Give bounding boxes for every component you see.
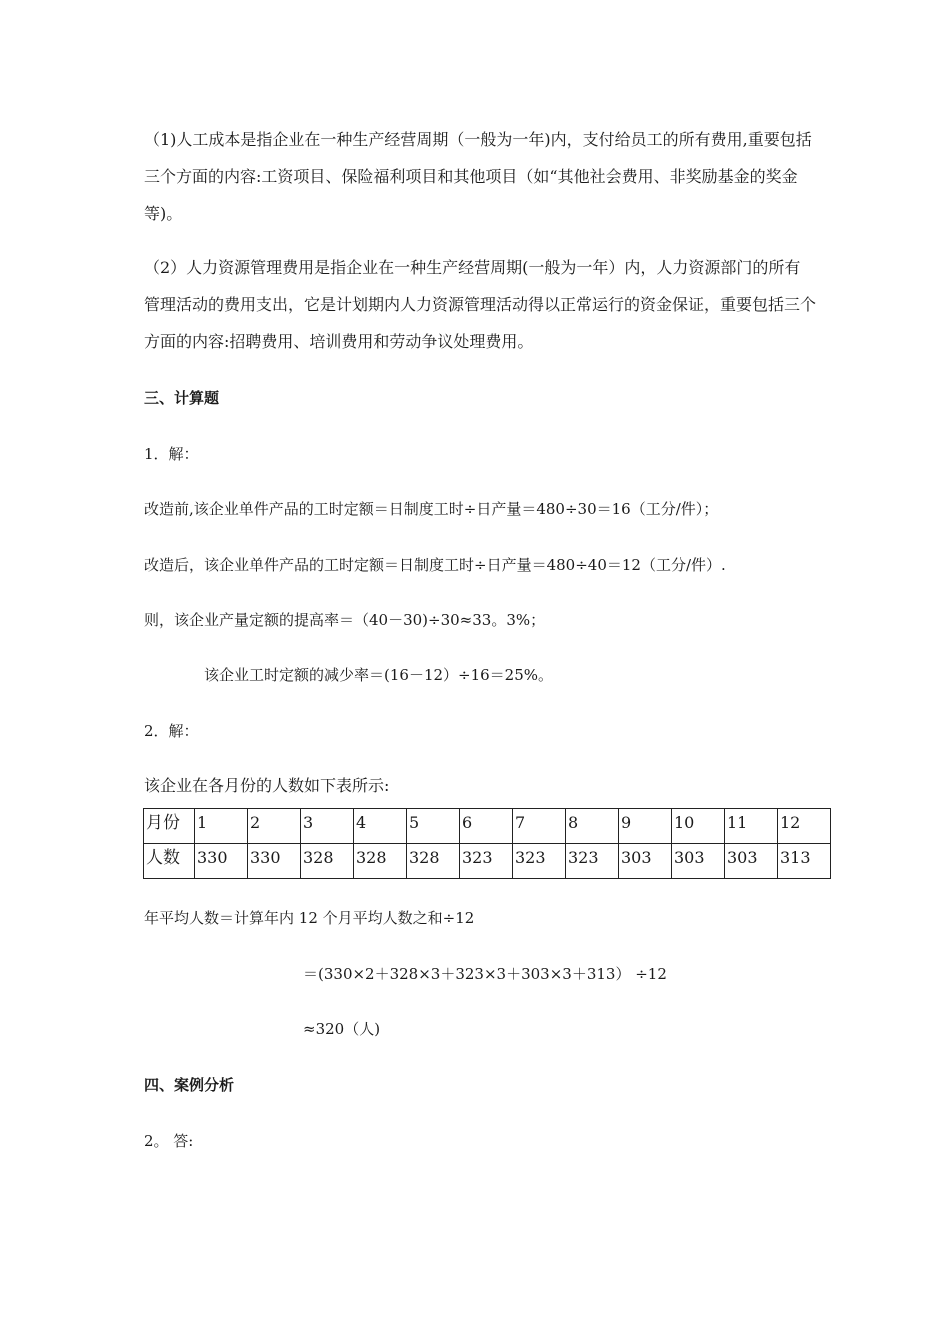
table-cell-count: 323: [513, 844, 566, 879]
calc-output-quota-rate: 则，该企业产量定额的提高率＝（40－30)÷30≈33。3%；: [144, 611, 546, 629]
paragraph-labor-cost: （1)人工成本是指企业在一种生产经营周期（一般为一年)内，支付给员工的所有费用,重要包括三个方面的内容:工资项目、保险福利项目和其他项目（如“其他社会费用、非奖励基金的奖金等)。: [144, 130, 812, 223]
formula-calculation: ＝(330×2＋328×3＋323×3＋303×3＋313） ÷12: [303, 965, 667, 983]
table-cell-count: 328: [354, 844, 407, 879]
calc-time-quota-rate: 该企业工时定额的减少率＝(16－12）÷16＝25%。: [204, 666, 554, 684]
calc-after-reform: 改造后，该企业单件产品的工时定额＝日制度工时÷日产量＝480÷40＝12（工分/件）.: [144, 556, 726, 574]
formula-result: ≈320（人): [303, 1020, 381, 1038]
table-cell-month: 4: [354, 809, 407, 844]
table-row-headcount: [144, 844, 831, 879]
section-heading-calculation: 三、计算题: [144, 389, 220, 407]
table-cell-month: 10: [672, 809, 725, 844]
table-cell-month: 9: [619, 809, 672, 844]
table-cell-count: 330: [195, 844, 248, 879]
table-cell-month: 8: [566, 809, 619, 844]
table-cell-count: 313: [778, 844, 831, 879]
table-cell-count: 303: [672, 844, 725, 879]
table-cell-month: 7: [513, 809, 566, 844]
table-cell-count: 323: [460, 844, 513, 879]
table-cell-month: 3: [301, 809, 354, 844]
table-cell-count: 330: [248, 844, 301, 879]
table-cell-month: 11: [725, 809, 778, 844]
table-cell-month: 6: [460, 809, 513, 844]
table-cell-count: 328: [301, 844, 354, 879]
formula-average-headcount: 年平均人数＝计算年内 12 个月平均人数之和÷12: [144, 909, 475, 927]
table-header-month: 月份: [144, 809, 195, 844]
question-2-label: 2．解：: [144, 722, 199, 740]
table-row-months: [144, 809, 831, 844]
table-header-headcount: 人数: [144, 844, 195, 879]
paragraph-hr-management-cost: （2）人力资源管理费用是指企业在一种生产经营周期(一般为一年）内，人力资源部门的所有管理活动的费用支出，它是计划期内人力资源管理活动得以正常运行的资金保证，重要包括三个方面的内容:招聘费用、培训费用和劳动争议处理费用。: [144, 258, 817, 351]
table-cell-month: 12: [778, 809, 831, 844]
calc-before-reform: 改造前,该企业单件产品的工时定额＝日制度工时÷日产量＝480÷30＝16（工分/件）；: [144, 500, 719, 518]
table-cell-month: 2: [248, 809, 301, 844]
table-cell-month: 1: [195, 809, 248, 844]
table-cell-month: 5: [407, 809, 460, 844]
table-cell-count: 303: [725, 844, 778, 879]
monthly-headcount-table: [143, 808, 831, 879]
table-cell-count: 303: [619, 844, 672, 879]
question-1-label: 1．解：: [144, 445, 199, 463]
answer-2-label: 2。 答:: [144, 1132, 194, 1150]
table-cell-count: 328: [407, 844, 460, 879]
table-cell-count: 323: [566, 844, 619, 879]
table-intro: 该企业在各月份的人数如下表所示:: [144, 776, 390, 795]
section-heading-case-analysis: 四、案例分析: [144, 1076, 235, 1094]
